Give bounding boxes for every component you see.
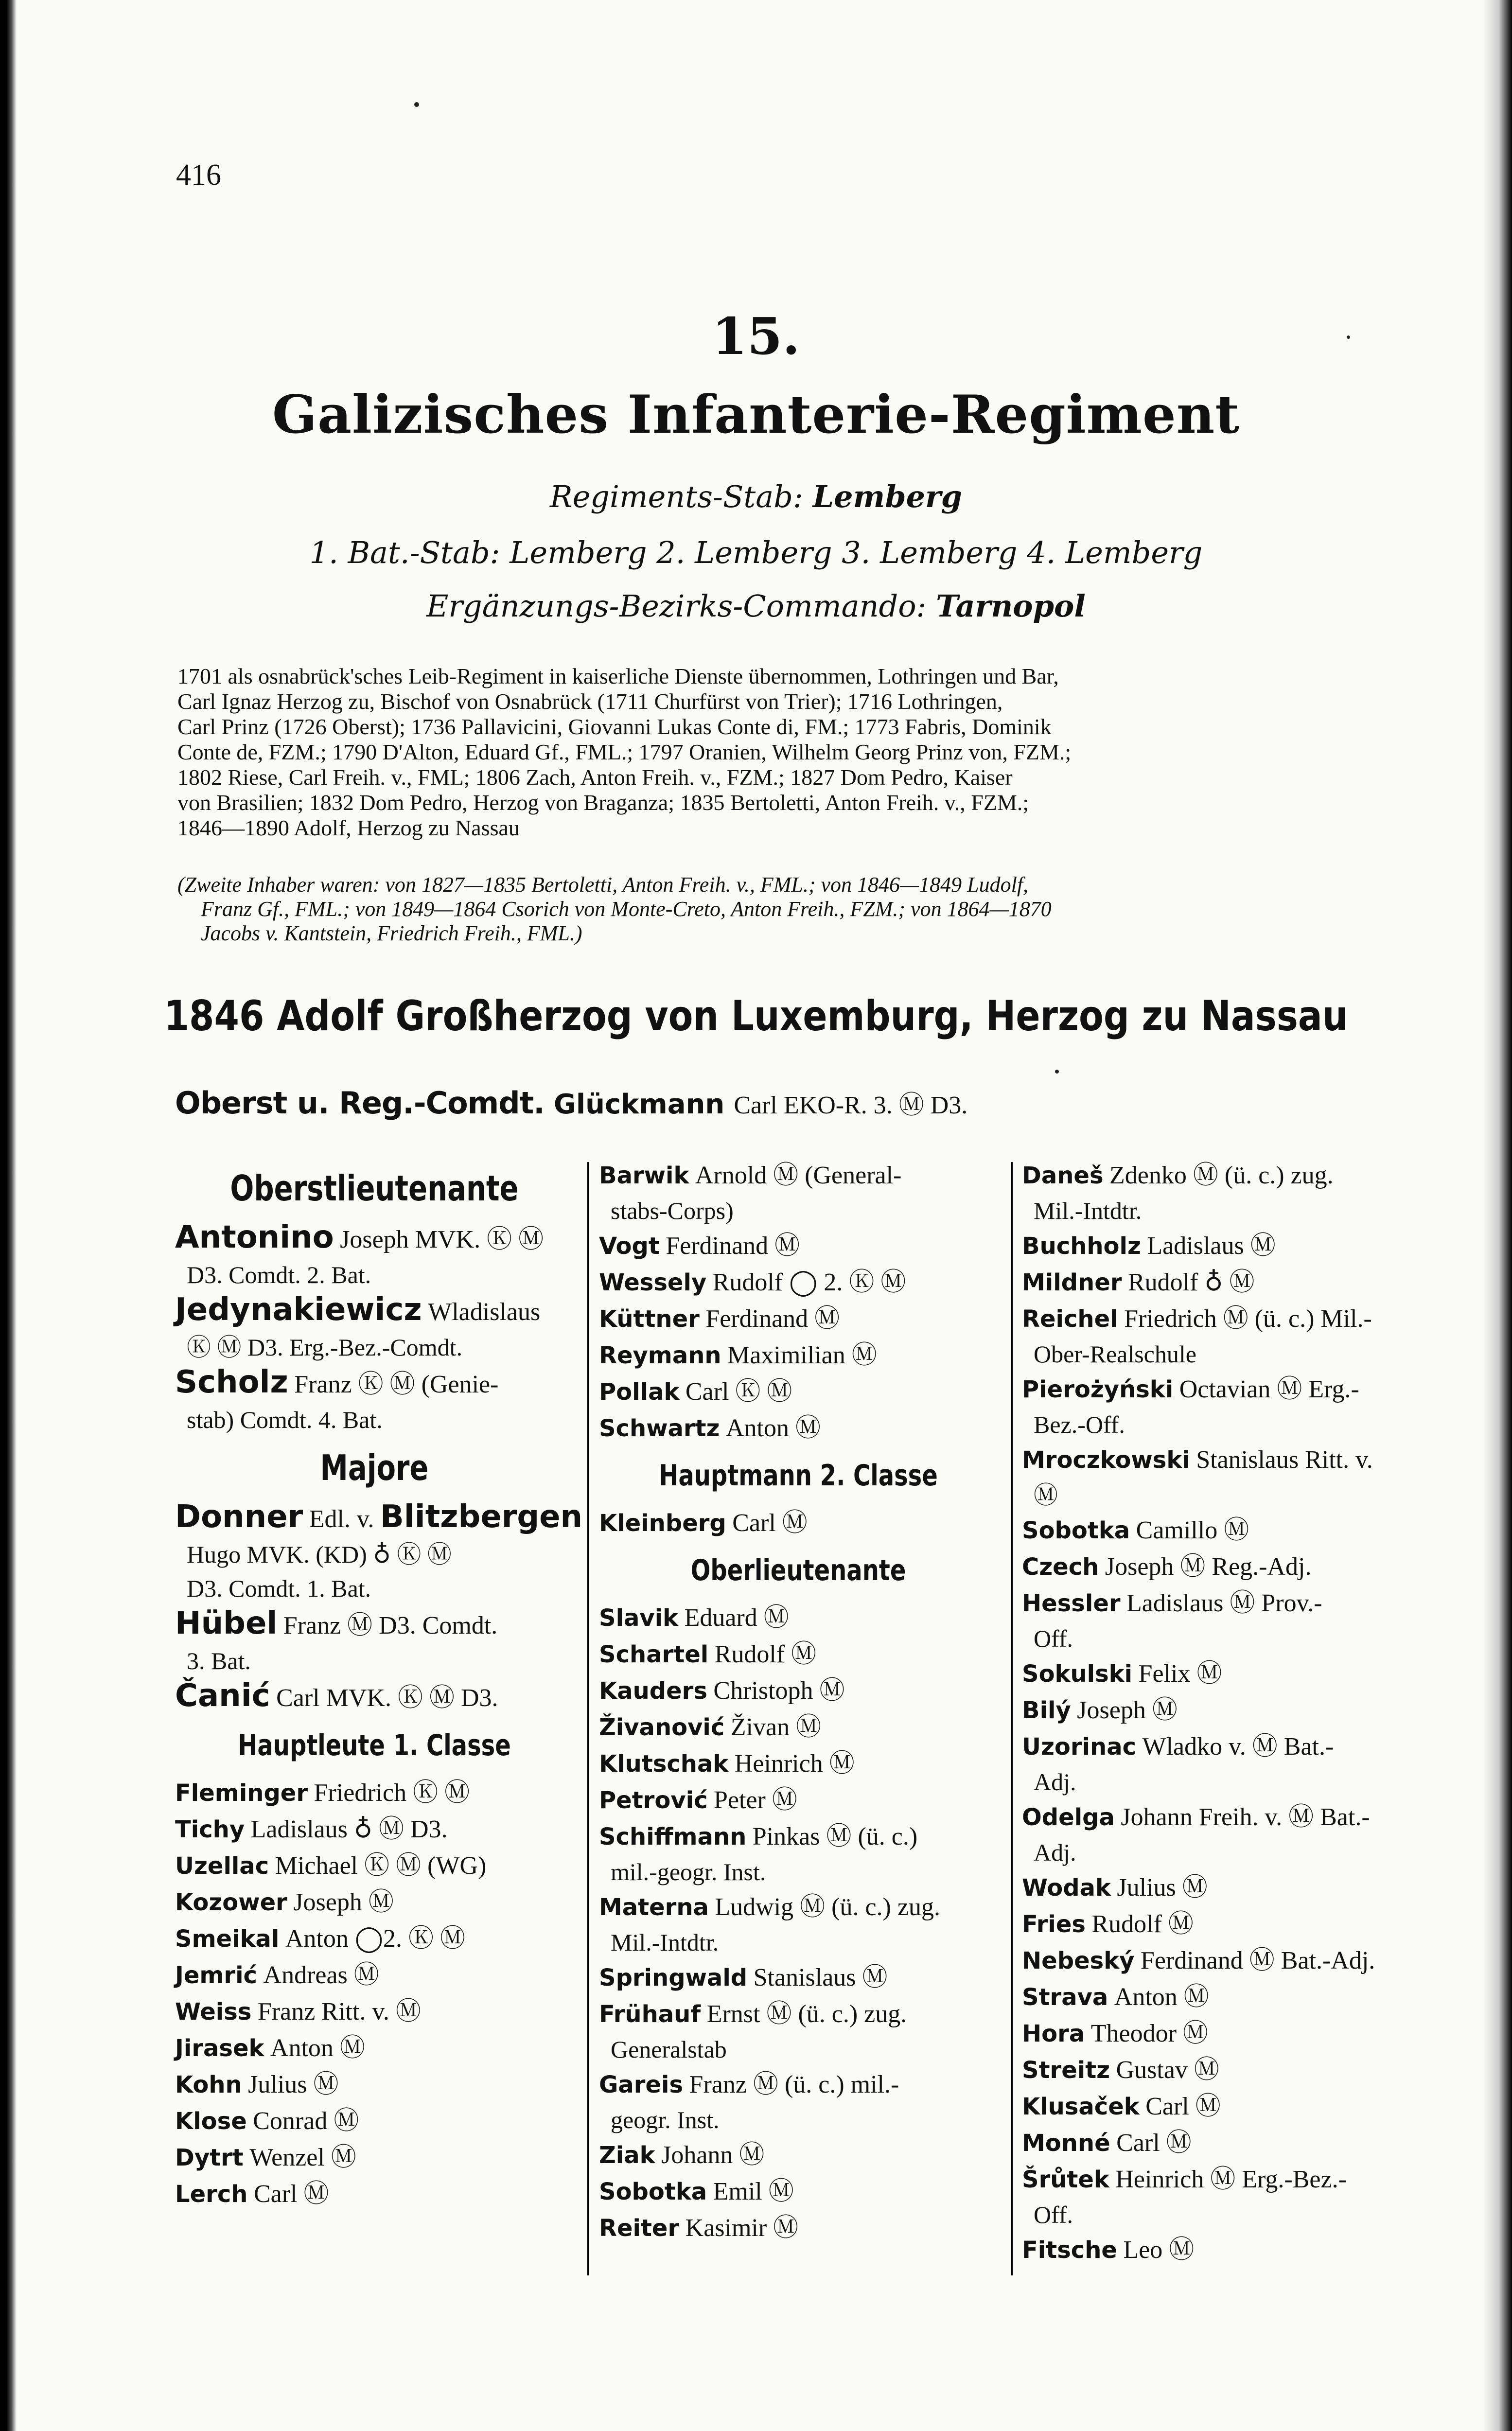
officer-surname: Uzorinac <box>1022 1733 1137 1761</box>
officer-surname: Dytrt <box>175 2144 244 2171</box>
officer-detail-cont: Generalstab <box>611 2036 727 2063</box>
officer-surname: Fleminger <box>175 1779 308 1807</box>
officer-surname: Živanović <box>599 1714 725 1741</box>
officer-detail: Ludwig Ⓜ (ü. c.) zug. <box>715 1893 940 1921</box>
officer-entry <box>599 1782 998 1818</box>
officer-surname: Fries <box>1022 1911 1086 1938</box>
officer-detail: Felix Ⓜ <box>1138 1660 1222 1688</box>
officer-entry <box>1022 1264 1425 1301</box>
officer-detail: Leo Ⓜ <box>1123 2236 1195 2264</box>
officer-entry <box>1022 1549 1425 1585</box>
officer-entry <box>599 1673 998 1709</box>
officer-surname: Schiffmann <box>599 1823 747 1850</box>
officer-entry <box>1022 1942 1425 1979</box>
officer-surname: Kohn <box>175 2071 242 2098</box>
officer-detail: Stanislaus Ritt. v. <box>1196 1446 1373 1474</box>
officer-detail: Arnold Ⓜ (General- <box>695 1162 902 1189</box>
officer-detail: Friedrich Ⓜ (ü. c.) Mil.- <box>1124 1305 1372 1333</box>
officer-surname: Vogt <box>599 1233 660 1260</box>
officer-detail-cont: geogr. Inst. <box>611 2106 720 2133</box>
officer-detail-cont: Mil.-Intdtr. <box>1034 1197 1142 1224</box>
officer-surname: Bilý <box>1022 1697 1071 1724</box>
officer-detail: Wladko v. Ⓜ Bat.- <box>1142 1733 1334 1761</box>
officer-entry <box>175 1678 574 1716</box>
officer-entry <box>175 1993 574 2030</box>
officer-detail: Peter Ⓜ <box>714 1786 797 1814</box>
officer-detail: Ernst Ⓜ (ü. c.) zug. <box>706 2000 907 2028</box>
officer-surname: Slavik <box>599 1604 679 1632</box>
column-divider <box>1011 1162 1013 2275</box>
second-owners-note <box>177 873 1424 946</box>
officer-entry <box>1022 1656 1425 1692</box>
officer-entry <box>1022 1692 1425 1728</box>
officer-entry <box>1022 2161 1425 2232</box>
officer-entry <box>599 2066 998 2137</box>
officer-entry <box>599 2210 998 2246</box>
officer-detail-cont: Ⓚ Ⓜ D3. Erg.-Bez.-Comdt. <box>187 1334 463 1361</box>
officer-detail: Heinrich Ⓜ <box>734 1750 855 1778</box>
officer-detail-cont: Off. <box>1034 1625 1073 1652</box>
commander-rank: Oberst u. Reg.-Comdt. <box>175 1085 545 1121</box>
officer-detail-cont: Bez.-Off. <box>1034 1411 1125 1438</box>
officer-entry <box>1022 1442 1425 1512</box>
officer-surname: Ziak <box>599 2142 655 2169</box>
officer-detail: Conrad Ⓜ <box>253 2107 359 2135</box>
officer-entry <box>599 1374 998 1410</box>
officer-detail-cont: Adj. <box>1034 1839 1076 1866</box>
officer-surname: Sokulski <box>1022 1660 1133 1688</box>
officer-detail-cont: Hugo MVK. (KD) ♁ Ⓚ Ⓜ <box>187 1541 452 1568</box>
recruitment-district-line <box>0 588 1512 624</box>
second-owners-line: Franz Gf., FML.; von 1849—1864 Csorich von Monte-Creto, Anton Freih., FZM.; von 1864—1870 <box>201 897 1052 921</box>
officer-surname: Materna <box>599 1894 709 1921</box>
officer-entry <box>599 1301 998 1337</box>
officer-detail: Julius Ⓜ <box>1117 1874 1208 1902</box>
section-title-majore: Majore <box>320 1447 429 1488</box>
officer-entry <box>1022 1157 1425 1228</box>
officer-entry <box>1022 2232 1425 2268</box>
officer-column-2 <box>599 1157 998 2246</box>
officer-detail: Anton Ⓜ <box>725 1414 821 1442</box>
section-title-hauptleute-1: Hauptleute 1. Classe <box>238 1728 511 1762</box>
officer-entry <box>599 1600 998 1636</box>
page-number: 416 <box>176 159 221 192</box>
officer-surname: Küttner <box>599 1305 700 1333</box>
officer-detail: Rudolf Ⓜ <box>714 1640 817 1668</box>
officer-surname: Buchholz <box>1022 1233 1141 1260</box>
officer-surname: Fitsche <box>1022 2237 1117 2264</box>
officer-surname: Reichel <box>1022 1305 1118 1333</box>
regiment-number: 15. <box>712 306 800 366</box>
officer-detail: Wenzel Ⓜ <box>249 2144 356 2171</box>
officer-entry <box>175 1605 574 1678</box>
officer-entry <box>599 2173 998 2210</box>
regiment-commander <box>175 1084 967 1121</box>
officer-surname: Čanić <box>175 1678 270 1714</box>
section-title-hauptmann-2: Hauptmann 2. Classe <box>659 1459 938 1493</box>
officer-column-1 <box>175 1157 583 2212</box>
officer-detail: Franz Ritt. v. Ⓜ <box>257 1998 421 2026</box>
recruitment-city: Tarnopol <box>936 588 1086 624</box>
second-owners-line: Jacobs v. Kantstein, Friedrich Freih., FML.) <box>201 921 582 945</box>
officer-surname: Nebeský <box>1022 1947 1135 1974</box>
officer-surname: Strava <box>1022 1984 1108 2011</box>
officer-detail: Theodor Ⓜ <box>1090 2020 1208 2047</box>
officer-entry <box>1022 1869 1425 1906</box>
officer-entry <box>1022 1585 1425 1656</box>
officer-detail: Živan Ⓜ <box>730 1713 822 1741</box>
officer-entry <box>1022 1512 1425 1549</box>
officer-surname: Streitz <box>1022 2057 1110 2084</box>
officer-detail-cont: Ober-Realschule <box>1034 1340 1196 1368</box>
officer-detail: Michael Ⓚ Ⓜ (WG) <box>275 1852 487 1880</box>
officer-entry <box>175 1920 574 1957</box>
officer-detail: Christoph Ⓜ <box>713 1677 845 1705</box>
officer-entry <box>175 1219 574 1292</box>
officer-entry <box>175 2103 574 2139</box>
officer-detail: Joseph Ⓜ <box>1077 1696 1178 1724</box>
officer-surname: Reiter <box>599 2215 680 2242</box>
officer-surname: Mroczkowski <box>1022 1446 1190 1474</box>
officer-detail: Anton ◯2. Ⓚ Ⓜ <box>285 1925 466 1953</box>
officer-surname: Schartel <box>599 1641 709 1668</box>
officer-detail: Franz Ⓜ D3. Comdt. <box>283 1612 498 1639</box>
officer-entry <box>599 1959 998 1996</box>
officer-entry <box>175 1957 574 1993</box>
history-line: 1701 als osnabrück'sches Leib-Regiment in kaiserliche Dienste übernommen, Lothringen und Bar, <box>177 664 1059 688</box>
officer-entry <box>599 1264 998 1301</box>
officer-entry <box>1022 2088 1425 2125</box>
officer-detail: Carl Ⓜ <box>1116 2129 1192 2157</box>
officer-detail: Carl Ⓜ <box>732 1509 808 1537</box>
officer-detail: Rudolf Ⓜ <box>1091 1910 1194 1938</box>
officer-entry <box>175 1292 574 1364</box>
officer-detail: Anton Ⓜ <box>270 2034 365 2062</box>
section-title-oberstlieutenante: Oberstlieutenante <box>230 1168 519 1209</box>
officer-detail: Rudolf ◯ 2. Ⓚ Ⓜ <box>712 1268 906 1296</box>
officer-detail: Octavian Ⓜ Erg.- <box>1179 1375 1359 1403</box>
officer-surname: Czech <box>1022 1553 1099 1581</box>
officer-entry <box>1022 2052 1425 2088</box>
column-divider <box>587 1162 589 2275</box>
officer-surname: Kauders <box>599 1677 707 1705</box>
officer-detail: Johann Ⓜ <box>661 2141 765 2169</box>
regiment-history <box>177 664 1424 841</box>
officer-detail: Ferdinand Ⓜ <box>666 1232 800 1260</box>
officer-surname: Jirasek <box>175 2035 264 2062</box>
officer-surname: Daneš <box>1022 1162 1104 1189</box>
regiment-staff-line <box>0 479 1512 514</box>
regiment-owner: 1846 Adolf Großherzog von Luxemburg, Herzog zu Nassau <box>164 992 1348 1040</box>
officer-surname: Donner <box>175 1499 303 1535</box>
officer-entry <box>599 1157 998 1228</box>
officer-detail: Franz Ⓜ (ü. c.) mil.- <box>689 2071 899 2098</box>
officer-detail: Joseph MVK. Ⓚ Ⓜ <box>340 1226 544 1253</box>
officer-entry <box>599 1709 998 1745</box>
officer-surname: Pierożyński <box>1022 1376 1174 1403</box>
officer-detail: Carl MVK. Ⓚ Ⓜ D3. <box>276 1684 498 1712</box>
officer-detail: Ferdinand Ⓜ Bat.-Adj. <box>1140 1947 1375 1974</box>
officer-surname: Sobotka <box>1022 1517 1130 1544</box>
officer-surname: Barwik <box>599 1162 689 1189</box>
recruitment-label: Ergänzungs-Bezirks-Commando: <box>426 588 927 624</box>
officer-entry <box>1022 1906 1425 1942</box>
commander-detail: Carl EKO-R. 3. Ⓜ D3. <box>734 1092 968 1119</box>
officer-detail: Joseph Ⓜ Reg.-Adj. <box>1105 1553 1312 1581</box>
officer-surname: Weiss <box>175 1998 252 2026</box>
officer-entry <box>1022 1799 1425 1869</box>
officer-surname: Schwartz <box>599 1415 720 1442</box>
officer-surname: Uzellac <box>175 1852 269 1880</box>
officer-surname: Tichy <box>175 1816 245 1843</box>
officer-detail: Camillo Ⓜ <box>1136 1516 1249 1544</box>
officer-detail-cont: Mil.-Intdtr. <box>611 1929 719 1956</box>
officer-detail: Stanislaus Ⓜ <box>753 1964 888 1991</box>
officer-entry <box>175 2139 574 2176</box>
officer-surname: Mildner <box>1022 1269 1122 1296</box>
officer-entry <box>175 1884 574 1920</box>
officer-surname: Klusaček <box>1022 2093 1140 2120</box>
officer-detail: Johann Freih. v. Ⓜ Bat.- <box>1121 1803 1370 1831</box>
officer-surname: Wodak <box>1022 1874 1111 1902</box>
second-owners-line: (Zweite Inhaber waren: von 1827—1835 Bertoletti, Anton Freih. v., FML.; von 1846—1849 Ludolf, <box>177 873 1029 897</box>
battalion-staffs-line: 1. Bat.-Stab: Lemberg 2. Lemberg 3. Lemberg 4. Lemberg <box>309 535 1203 570</box>
officer-entry <box>1022 2125 1425 2161</box>
history-line: 1802 Riese, Carl Freih. v., FML; 1806 Zach, Anton Freih. v., FZM.; 1827 Dom Pedro, Kaiser <box>177 765 1013 790</box>
officer-entry <box>599 1818 998 1889</box>
officer-surname: Hübel <box>175 1605 278 1641</box>
officer-entry <box>1022 1371 1425 1442</box>
officer-detail-cont: 3. Bat. <box>187 1647 251 1674</box>
officer-surname-part: Blitzbergen <box>380 1499 583 1535</box>
officer-detail: Ladislaus Ⓜ <box>1147 1232 1276 1260</box>
officer-detail-cont: mil.-geogr. Inst. <box>611 1858 766 1885</box>
officer-entry <box>175 1364 574 1437</box>
officer-detail: Carl Ⓜ <box>1145 2093 1221 2120</box>
officer-detail: Joseph Ⓜ <box>293 1888 394 1916</box>
officer-surname: Lerch <box>175 2181 248 2208</box>
officer-surname: Jemrić <box>175 1962 258 1989</box>
officer-detail: Kasimir Ⓜ <box>685 2214 799 2242</box>
officer-surname: Šrůtek <box>1022 2166 1109 2193</box>
officer-detail: Emil Ⓜ <box>713 2178 794 2205</box>
officer-detail-cont: D3. Comdt. 1. Bat. <box>187 1575 371 1602</box>
officer-detail: Eduard Ⓜ <box>684 1604 789 1632</box>
officer-detail: Heinrich Ⓜ Erg.-Bez.- <box>1115 2166 1347 2193</box>
officer-surname: Sobotka <box>599 2178 707 2205</box>
staff-label: Regiments-Stab: <box>549 479 803 514</box>
history-line: von Brasilien; 1832 Dom Pedro, Herzog von Braganza; 1835 Bertoletti, Anton Freih. v., FZM.; <box>177 790 1029 815</box>
officer-entry <box>175 1811 574 1848</box>
history-line: Carl Ignaz Herzog zu, Bischof von Osnabrück (1711 Churfürst von Trier); 1716 Lothringen, <box>177 689 1003 714</box>
officer-column-3 <box>1022 1157 1425 2268</box>
officer-detail: Ferdinand Ⓜ <box>705 1305 840 1333</box>
officer-detail: Anton Ⓜ <box>1114 1983 1209 2011</box>
officer-detail: Wladislaus <box>428 1298 541 1326</box>
officer-surname: Smeikal <box>175 1925 280 1953</box>
officer-detail: Zdenko Ⓜ (ü. c.) zug. <box>1109 1162 1334 1189</box>
history-line: Conte de, FZM.; 1790 D'Alton, Eduard Gf., FML.; 1797 Oranien, Wilhelm Georg Prinz von, FZM.; <box>177 740 1072 764</box>
officer-surname: Kleinberg <box>599 1510 726 1537</box>
history-line: Carl Prinz (1726 Oberst); 1736 Pallavicini, Giovanni Lukas Conte di, FM.; 1773 Fabris, Dominik <box>177 714 1052 739</box>
officer-entry <box>599 1889 998 1959</box>
officer-surname: Wessely <box>599 1269 707 1296</box>
officer-entry <box>599 1745 998 1782</box>
officer-detail-cont: stab) Comdt. 4. Bat. <box>187 1406 383 1433</box>
officer-detail-cont: Off. <box>1034 2201 1073 2228</box>
officer-detail: Andreas Ⓜ <box>263 1961 379 1989</box>
officer-entry <box>599 1410 998 1446</box>
officer-entry <box>175 1775 574 1811</box>
officer-detail: Edl. v. <box>309 1505 374 1533</box>
officer-detail-cont: Ⓜ <box>1034 1481 1058 1509</box>
section-title-oberlieutenante: Oberlieutenante <box>690 1553 906 1587</box>
officer-entry <box>1022 1728 1425 1799</box>
officer-entry <box>175 1848 574 1884</box>
officer-entry <box>175 2030 574 2066</box>
officer-entry <box>175 2066 574 2103</box>
officer-entry <box>599 2137 998 2173</box>
officer-surname: Odelga <box>1022 1804 1115 1831</box>
commander-name: Glückmann <box>553 1089 725 1120</box>
officer-entry <box>1022 2015 1425 2052</box>
history-line: 1846—1890 Adolf, Herzog zu Nassau <box>177 815 520 840</box>
officer-detail: Pinkas Ⓜ (ü. c.) <box>752 1823 918 1850</box>
officer-surname: Hora <box>1022 2020 1085 2047</box>
officer-detail-cont: Adj. <box>1034 1768 1076 1796</box>
officer-detail: Ladislaus ♁ Ⓜ D3. <box>250 1815 448 1843</box>
officer-surname: Pollak <box>599 1378 680 1406</box>
officer-entry <box>1022 1228 1425 1264</box>
officer-surname: Jedynakiewicz <box>175 1292 422 1328</box>
officer-detail: Carl Ⓚ Ⓜ <box>685 1378 792 1406</box>
officer-surname: Springwald <box>599 1964 748 1991</box>
officer-surname: Klutschak <box>599 1750 729 1778</box>
officer-detail: Carl Ⓜ <box>253 2180 329 2208</box>
officer-detail-cont: D3. Comdt. 2. Bat. <box>187 1261 371 1288</box>
officer-surname: Reymann <box>599 1342 721 1369</box>
scan-speck <box>1055 1070 1059 1074</box>
officer-entry <box>599 1636 998 1673</box>
officer-detail: Rudolf ♁ Ⓜ <box>1127 1268 1255 1296</box>
officer-surname: Klose <box>175 2108 247 2135</box>
officer-surname: Antonino <box>175 1219 334 1255</box>
officer-detail: Gustav Ⓜ <box>1116 2056 1219 2084</box>
officer-entry <box>599 1228 998 1264</box>
officer-entry <box>599 1337 998 1374</box>
officer-detail: Maximilian Ⓜ <box>727 1341 877 1369</box>
officer-entry <box>599 1996 998 2066</box>
officer-entry <box>175 2176 574 2212</box>
staff-city: Lemberg <box>812 479 963 514</box>
officer-surname: Petrović <box>599 1787 708 1814</box>
officer-detail: Julius Ⓜ <box>248 2071 339 2098</box>
officer-surname: Hessler <box>1022 1590 1121 1617</box>
officer-detail: Friedrich Ⓚ Ⓜ <box>314 1779 470 1807</box>
officer-surname: Scholz <box>175 1364 288 1400</box>
officer-entry <box>1022 1979 1425 2015</box>
officer-surname: Frühauf <box>599 2001 701 2028</box>
regiment-name: Galizisches Infanterie-Regiment <box>272 384 1240 445</box>
officer-detail: Ladislaus Ⓜ Prov.- <box>1126 1589 1322 1617</box>
officer-entry <box>175 1499 583 1605</box>
officer-entry <box>1022 1301 1425 1371</box>
officer-surname: Gareis <box>599 2071 684 2098</box>
officer-detail: Franz Ⓚ Ⓜ (Genie- <box>294 1371 499 1398</box>
officer-surname: Monné <box>1022 2130 1110 2157</box>
scan-speck <box>414 102 419 107</box>
officer-surname: Kozower <box>175 1889 287 1916</box>
officer-detail-cont: stabs-Corps) <box>611 1197 734 1224</box>
officer-entry <box>599 1505 998 1541</box>
